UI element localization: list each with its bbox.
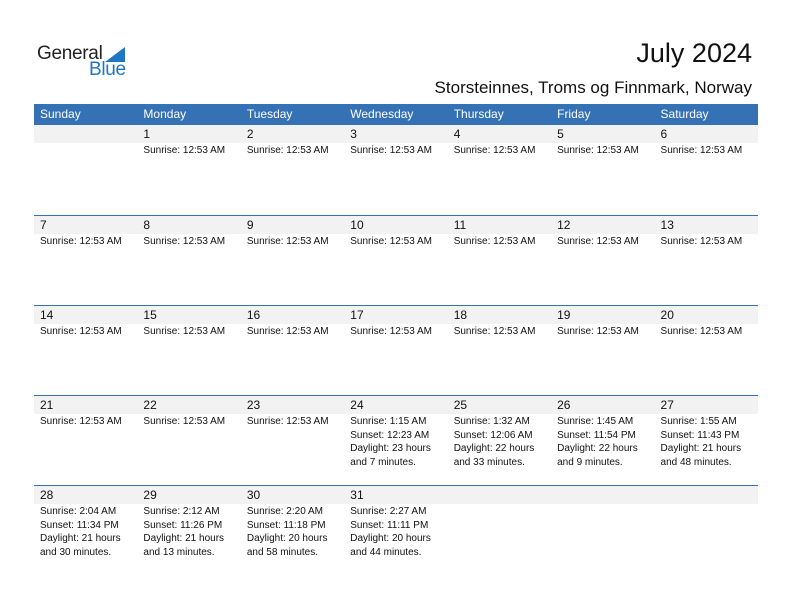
day-number: 6 <box>655 125 758 143</box>
day-info-line: Sunrise: 12:53 AM <box>350 236 432 247</box>
day-number: 29 <box>137 486 240 504</box>
day-cell <box>551 486 654 575</box>
day-info <box>551 144 654 158</box>
day-info-line: Sunrise: 12:53 AM <box>246 236 329 247</box>
day-info-line: Sunrise: 12:53 AM <box>453 236 536 247</box>
day-cell <box>241 306 344 395</box>
day-info <box>137 325 240 339</box>
day-number: 3 <box>344 125 447 143</box>
day-info-line: and 58 minutes. <box>246 546 319 558</box>
day-number <box>655 486 758 504</box>
day-cell <box>137 216 240 305</box>
day-info-line: and 33 minutes. <box>453 456 525 468</box>
day-cell <box>137 396 240 485</box>
day-number: 30 <box>241 486 344 504</box>
day-number: 24 <box>344 396 447 414</box>
day-cell <box>34 396 137 485</box>
day-info-line: and 30 minutes. <box>40 546 112 558</box>
day-info-line: Sunrise: 12:53 AM <box>557 326 639 337</box>
day-info-line: Sunrise: 12:53 AM <box>40 236 122 247</box>
day-info-line: Sunrise: 2:27 AM <box>350 506 427 517</box>
day-info-line: Daylight: 20 hours <box>246 533 328 544</box>
day-number: 14 <box>34 306 137 324</box>
day-info <box>241 144 344 158</box>
week-row <box>34 395 758 485</box>
day-cell <box>551 396 654 485</box>
day-info-line: and 7 minutes. <box>350 456 416 468</box>
day-info-line: and 9 minutes. <box>557 456 623 468</box>
day-cell <box>34 486 137 575</box>
day-number: 22 <box>137 396 240 414</box>
day-info <box>241 325 344 339</box>
day-info-line: Sunset: 11:54 PM <box>557 429 636 441</box>
day-info <box>655 235 758 249</box>
day-info-line: and 48 minutes. <box>660 456 732 468</box>
day-number: 10 <box>344 216 447 234</box>
day-info <box>655 415 758 469</box>
day-cell <box>448 486 551 575</box>
day-cell <box>448 306 551 395</box>
day-number: 25 <box>448 396 551 414</box>
week-row <box>34 125 758 215</box>
day-number: 9 <box>241 216 344 234</box>
day-info-line: Sunrise: 1:32 AM <box>453 416 530 427</box>
day-info-line: Sunrise: 1:45 AM <box>557 416 634 427</box>
day-cell <box>34 306 137 395</box>
day-number <box>34 125 137 143</box>
day-cell <box>655 306 758 395</box>
day-info-line: Sunrise: 12:53 AM <box>453 326 536 337</box>
day-number: 1 <box>137 125 240 143</box>
day-info <box>241 415 344 429</box>
weekday-thursday: Thursday <box>453 107 504 121</box>
day-info-line: Sunset: 11:34 PM <box>40 519 119 531</box>
day-info-line: Sunrise: 12:53 AM <box>246 416 329 427</box>
day-number: 8 <box>137 216 240 234</box>
day-info-line: Daylight: 23 hours <box>350 443 431 454</box>
day-info <box>137 505 240 559</box>
day-info-line: Sunrise: 12:53 AM <box>660 145 743 156</box>
day-info-line: Sunrise: 12:53 AM <box>143 236 226 247</box>
day-number: 16 <box>241 306 344 324</box>
day-number <box>551 486 654 504</box>
day-info-line: Daylight: 21 hours <box>143 533 225 544</box>
day-number: 27 <box>655 396 758 414</box>
day-number: 18 <box>448 306 551 324</box>
day-info <box>655 325 758 339</box>
day-number: 15 <box>137 306 240 324</box>
day-info <box>137 235 240 249</box>
day-cell <box>241 125 344 215</box>
day-info <box>137 415 240 429</box>
day-cell <box>137 306 240 395</box>
day-info-line: Sunrise: 12:53 AM <box>40 416 122 427</box>
day-info-line: Daylight: 22 hours <box>557 443 638 454</box>
day-cell <box>241 396 344 485</box>
day-number: 13 <box>655 216 758 234</box>
day-info <box>344 325 447 339</box>
day-cell <box>448 216 551 305</box>
day-info-line: Sunrise: 1:55 AM <box>660 416 737 427</box>
day-cell <box>241 216 344 305</box>
location-subtitle: Storsteinnes, Troms og Finnmark, Norway <box>434 78 752 97</box>
weekday-wednesday: Wednesday <box>350 107 414 121</box>
day-cell <box>448 125 551 215</box>
logo-text-general: General <box>37 43 103 64</box>
day-info <box>551 235 654 249</box>
day-cell <box>655 125 758 215</box>
day-info-line: Sunrise: 12:53 AM <box>246 145 329 156</box>
day-cell <box>137 486 240 575</box>
day-info-line: Sunrise: 12:53 AM <box>453 145 536 156</box>
day-info-line: Sunrise: 12:53 AM <box>246 326 329 337</box>
weekday-header <box>34 104 758 125</box>
day-info <box>344 235 447 249</box>
day-cell <box>344 216 447 305</box>
day-number: 4 <box>448 125 551 143</box>
day-cell <box>655 486 758 575</box>
day-number: 23 <box>241 396 344 414</box>
weekday-monday: Monday <box>143 107 187 121</box>
day-cell <box>551 306 654 395</box>
day-info <box>34 325 137 339</box>
day-cell <box>137 125 240 215</box>
day-info <box>551 325 654 339</box>
day-info-line: Daylight: 20 hours <box>350 533 431 544</box>
day-info-line: and 13 minutes. <box>143 546 215 558</box>
page-title: July 2024 <box>636 38 752 68</box>
day-info-line: Sunrise: 12:53 AM <box>660 326 743 337</box>
day-info-line: Sunset: 11:43 PM <box>660 429 740 441</box>
day-cell <box>344 486 447 575</box>
day-info-line: Sunset: 11:26 PM <box>143 519 223 531</box>
day-info <box>34 415 137 429</box>
day-info <box>448 415 551 469</box>
day-cell <box>655 396 758 485</box>
day-info-line: Sunrise: 2:20 AM <box>246 506 323 517</box>
day-info-line: Sunset: 12:06 AM <box>453 429 533 441</box>
day-number: 2 <box>241 125 344 143</box>
day-number: 12 <box>551 216 654 234</box>
day-info-line: Sunrise: 12:53 AM <box>143 416 226 427</box>
week-row <box>34 305 758 395</box>
day-number: 28 <box>34 486 137 504</box>
day-info <box>241 505 344 559</box>
weekday-sunday: Sunday <box>40 107 81 121</box>
day-info <box>344 505 447 559</box>
day-cell <box>241 486 344 575</box>
day-info-line: Sunrise: 12:53 AM <box>143 145 226 156</box>
day-info-line: Daylight: 21 hours <box>40 533 121 544</box>
day-cell <box>551 125 654 215</box>
logo <box>37 43 137 83</box>
weekday-saturday: Saturday <box>660 107 709 121</box>
day-number: 31 <box>344 486 447 504</box>
day-info <box>448 235 551 249</box>
day-cell <box>344 125 447 215</box>
day-info-line: Sunrise: 12:53 AM <box>557 145 639 156</box>
day-info-line: and 44 minutes. <box>350 546 422 558</box>
day-info-line: Daylight: 21 hours <box>660 443 742 454</box>
day-number: 17 <box>344 306 447 324</box>
day-cell <box>655 216 758 305</box>
day-info-line: Sunrise: 12:53 AM <box>143 326 226 337</box>
day-number: 26 <box>551 396 654 414</box>
week-row <box>34 215 758 305</box>
day-info-line: Sunrise: 2:12 AM <box>143 506 220 517</box>
day-info <box>34 505 137 559</box>
day-info <box>448 325 551 339</box>
day-info-line: Sunrise: 2:04 AM <box>40 506 117 517</box>
day-info-line: Sunset: 11:11 PM <box>350 519 429 531</box>
day-number <box>448 486 551 504</box>
day-info-line: Sunrise: 1:15 AM <box>350 416 427 427</box>
day-info <box>137 144 240 158</box>
day-info-line: Sunrise: 12:53 AM <box>660 236 743 247</box>
day-number: 5 <box>551 125 654 143</box>
day-number: 21 <box>34 396 137 414</box>
day-info-line: Sunset: 11:18 PM <box>246 519 326 531</box>
weekday-tuesday: Tuesday <box>246 107 293 121</box>
day-number: 11 <box>448 216 551 234</box>
day-info <box>344 415 447 469</box>
day-info-line: Daylight: 22 hours <box>453 443 535 454</box>
day-info <box>448 144 551 158</box>
day-info <box>551 415 654 469</box>
day-info-line: Sunrise: 12:53 AM <box>40 326 122 337</box>
day-info <box>241 235 344 249</box>
day-cell <box>34 216 137 305</box>
day-cell <box>448 396 551 485</box>
day-info <box>655 144 758 158</box>
week-row <box>34 485 758 575</box>
day-cell <box>344 306 447 395</box>
day-info <box>34 235 137 249</box>
day-number: 20 <box>655 306 758 324</box>
day-info-line: Sunrise: 12:53 AM <box>557 236 639 247</box>
day-cell <box>34 125 137 215</box>
day-cell <box>344 396 447 485</box>
day-number: 19 <box>551 306 654 324</box>
day-info <box>344 144 447 158</box>
day-cell <box>551 216 654 305</box>
day-info-line: Sunset: 12:23 AM <box>350 429 430 441</box>
weekday-friday: Friday <box>557 107 591 121</box>
day-info-line: Sunrise: 12:53 AM <box>350 326 432 337</box>
day-number: 7 <box>34 216 137 234</box>
logo-text-blue: Blue <box>89 59 126 80</box>
day-info-line: Sunrise: 12:53 AM <box>350 145 432 156</box>
